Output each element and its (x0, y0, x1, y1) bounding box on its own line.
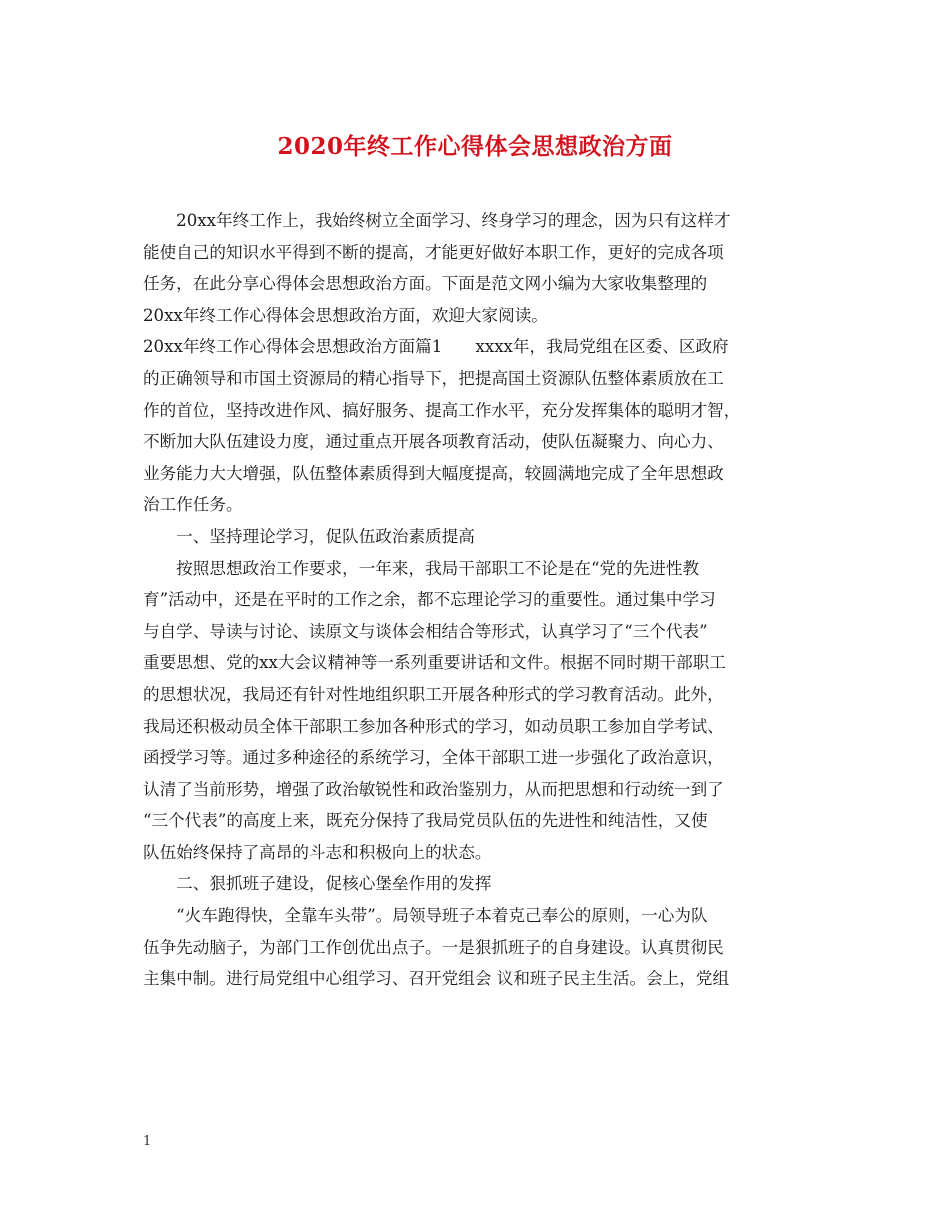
body-line: “三个代表”的高度上来，既充分保持了我局党员队伍的先进性和纯洁性，又使 (143, 811, 708, 831)
body-line: 伍争先动脑子，为部门工作创优出点子。一是狠抓班子的自身建设。认真贯彻民 (143, 937, 724, 957)
body-line: 我局还积极动员全体干部职工参加各种形式的学习，如动员职工参加自学考试、 (143, 716, 724, 736)
body-line: 认清了当前形势，增强了政治敏锐性和政治鉴别力，从而把思想和行动统一到了 (143, 779, 724, 799)
document-body (143, 205, 811, 995)
body-line: “火车跑得快，全靠车头带”。局领导班子本着克己奉公的原则，一心为队 (143, 906, 708, 926)
page-number: 1 (143, 1134, 152, 1149)
body-line: 与自学、导读与讨论、读原文与谈体会相结合等形式，认真学习了“三个代表” (143, 621, 708, 641)
body-line: 任务，在此分享心得体会思想政治方面。下面是范文网小编为大家收集整理的 (143, 274, 708, 294)
body-line: 20xx年终工作心得体会思想政治方面篇1 xxxx年，我局党组在区委、区政府 (143, 337, 729, 357)
body-line: 主集中制。进行局党组中心组学习、召开党组会 议和班子民主生活。会上，党组 (143, 969, 730, 989)
body-line: 的思想状况，我局还有针对性地组织职工开展各种形式的学习教育活动。此外， (143, 684, 724, 704)
body-line: 业务能力大大增强，队伍整体素质得到大幅度提高，较圆满地完成了全年思想政 (143, 463, 724, 483)
document-title: 2020年终工作心得体会思想政治方面 (277, 133, 673, 160)
body-line: 队伍始终保持了高昂的斗志和积极向上的状态。 (143, 842, 492, 862)
body-line: 重要思想、党的xx大会议精神等一系列重要讲话和文件。根据不同时期干部职工 (143, 653, 726, 673)
body-line: 一、坚持理论学习，促队伍政治素质提高 (143, 526, 475, 546)
body-line: 治工作任务。 (143, 495, 243, 515)
body-line: 20xx年终工作上，我始终树立全面学习、终身学习的理念，因为只有这样才 (143, 211, 731, 230)
body-line: 的正确领导和市国土资源局的精心指导下，把提高国土资源队伍整体素质放在工 (143, 368, 724, 388)
body-line: 二、狠抓班子建设，促核心堡垒作用的发挥 (143, 874, 492, 894)
body-line: 按照思想政治工作要求，一年来，我局干部职工不论是在“党的先进性教 (143, 558, 700, 578)
body-line: 不断加大队伍建设力度，通过重点开展各项教育活动，使队伍凝聚力、向心力、 (143, 432, 724, 452)
body-line: 函授学习等。通过多种途径的系统学习，全体干部职工进一步强化了政治意识， (143, 748, 724, 768)
body-line: 育”活动中，还是在平时的工作之余，都不忘理论学习的重要性。通过集中学习 (143, 590, 716, 610)
body-line: 20xx年终工作心得体会思想政治方面，欢迎大家阅读。 (143, 305, 548, 325)
body-line: 能使自己的知识水平得到不断的提高，才能更好做好本职工作，更好的完成各项 (143, 242, 724, 262)
body-line: 作的首位，坚持改进作风、搞好服务、提高工作水平，充分发挥集体的聪明才智， (143, 400, 741, 420)
